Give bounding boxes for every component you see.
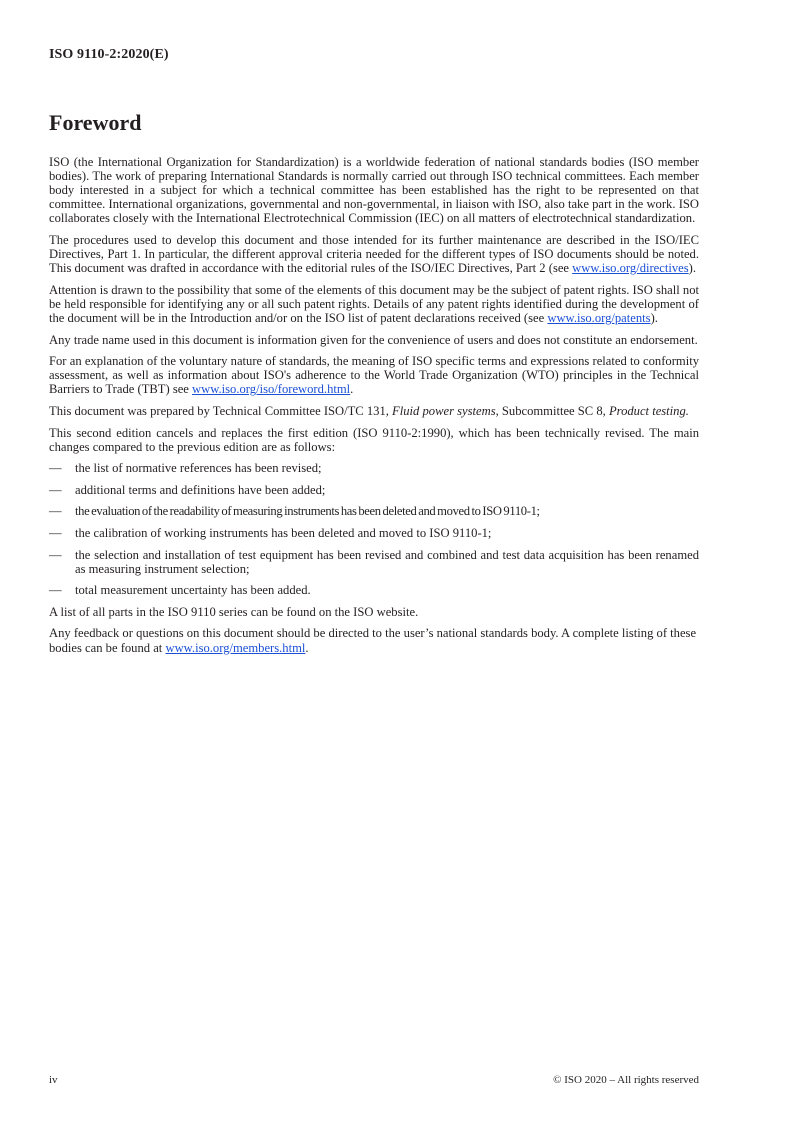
list-item-text: the calibration of working instruments has been deleted and moved to ISO 9110-1;: [75, 525, 492, 540]
committee-title: Fluid power systems: [392, 403, 496, 418]
subcommittee-title: Product testing.: [608, 403, 689, 418]
link-members[interactable]: www.iso.org/members.html: [165, 640, 306, 655]
text: Attention is drawn to the possibility that some of the elements of this document may be the subject of patent rights. ISO shall not be held responsible for identifying any or all such patent rights. Details of any patent rights identified during the development of the document will be in the Introduction and/or on the ISO list of patent declarations received (see: [49, 282, 699, 325]
paragraph-committee: [49, 404, 699, 418]
dash-bullet: —: [49, 583, 62, 598]
paragraph-procedures: [49, 233, 699, 275]
text: .: [350, 382, 354, 397]
text: The procedures used to develop this document and those intended for its further maintenance are described in the ISO/IEC Directives, Part 1. In particular, the different approval criteria needed for the different types of ISO documents should be noted. This document was drafted in accordance with the editorial rules of the ISO/IEC Directives, Part 2 (see: [49, 232, 699, 276]
list-item: [49, 526, 699, 540]
dash-bullet: —: [49, 525, 62, 540]
text: ).: [688, 261, 696, 276]
paragraph-iso-intro: ISO (the International Organization for Standardization) is a worldwide federation of national standards bodies (ISO member bodies). The work of preparing International Standards is normally carried out through ISO technical committees. Each member body interested in a subject for which a technical committee has been established has the right to be represented on that committee. International organizations, governmental and non-governmental, in liaison with ISO, also take part in the work. ISO collaborates closely with the International Electrotechnical Commission (IEC) on all matters of electrotechnical standardization.: [49, 155, 699, 226]
paragraph-feedback: [49, 626, 699, 654]
dash-bullet: —: [49, 482, 62, 497]
text: ).: [650, 310, 658, 325]
document-id: ISO 9110-2:2020(E): [49, 47, 169, 62]
list-item-text: additional terms and definitions have been added;: [75, 482, 326, 497]
list-item: [49, 583, 699, 597]
list-item-text: the list of normative references has been revised;: [75, 461, 322, 476]
paragraph-voluntary-nature: [49, 354, 699, 396]
list-item: [49, 548, 699, 576]
text: , Subcommittee SC 8,: [495, 403, 609, 418]
changes-list: [49, 461, 699, 597]
list-item: [49, 483, 699, 497]
list-item-text: the evaluation of the readability of measuring instruments has been deleted and moved to ISO 9110-1;: [75, 504, 540, 519]
dash-bullet: —: [49, 461, 62, 476]
list-item: [49, 461, 699, 475]
paragraph-edition: This second edition cancels and replaces the first edition (ISO 9110-2:1990), which has been technically revised. The main changes compared to the previous edition are as follows:: [49, 425, 699, 454]
text: This document was prepared by Technical Committee ISO/TC 131,: [49, 403, 393, 418]
page-title: Foreword: [49, 110, 142, 135]
page-number: iv: [49, 1074, 58, 1086]
text: Any feedback or questions on this document should be directed to the user’s national standards body. A complete listing of these bodies can be found at: [49, 626, 697, 655]
dash-bullet: —: [49, 547, 62, 562]
text: For an explanation of the voluntary nature of standards, the meaning of ISO specific terms and expressions related to conformity assessment, as well as information about ISO's adherence to the World Trade Organization (WTO) principles in the Technical Barriers to Trade (TBT) see: [49, 354, 699, 397]
dash-bullet: —: [49, 504, 62, 519]
list-item-text: total measurement uncertainty has been added.: [75, 583, 311, 598]
link-foreword[interactable]: www.iso.org/iso/foreword.html: [192, 382, 351, 397]
list-item: [49, 504, 699, 518]
link-directives[interactable]: www.iso.org/directives: [572, 261, 689, 276]
foreword-body: [49, 155, 699, 662]
paragraph-series: A list of all parts in the ISO 9110 series can be found on the ISO website.: [49, 604, 419, 619]
list-item-text: the selection and installation of test equipment has been revised and combined and test data acquisition has been renamed as measuring instrument selection;: [75, 547, 699, 576]
paragraph-patents: [49, 283, 699, 325]
link-patents[interactable]: www.iso.org/patents: [547, 310, 651, 325]
text: .: [305, 640, 309, 655]
copyright-notice: © ISO 2020 – All rights reserved: [553, 1074, 699, 1086]
paragraph-trade-name: Any trade name used in this document is information given for the convenience of users and does not constitute an endorsement.: [49, 332, 698, 347]
